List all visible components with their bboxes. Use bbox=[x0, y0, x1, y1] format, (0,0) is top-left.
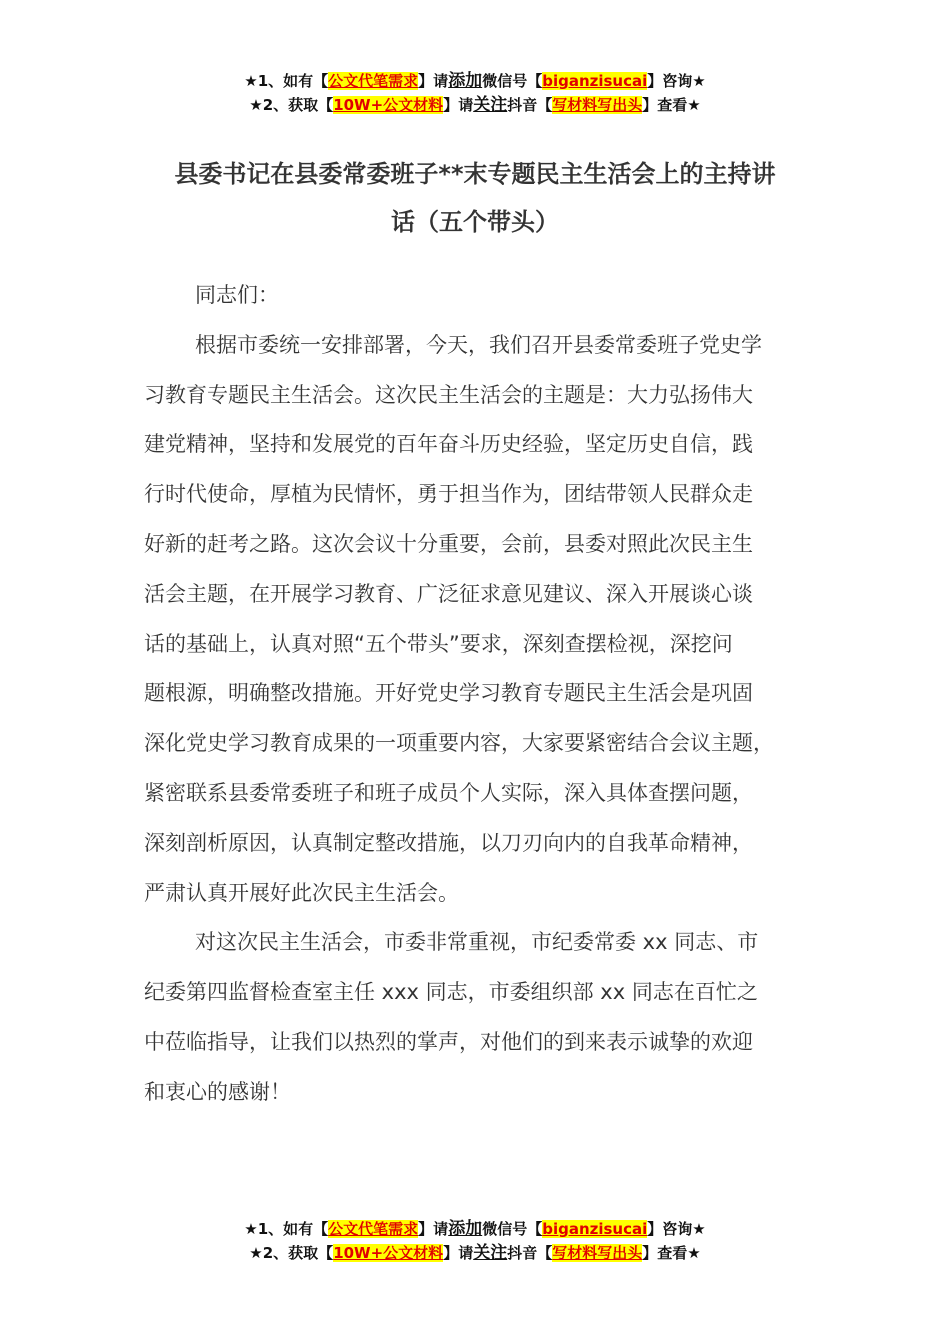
paragraph-line: 好新的赶考之路。这次会议十分重要，会前，县委对照此次民主生 bbox=[144, 531, 753, 556]
promo-highlight: 10W+公文材料 bbox=[333, 1244, 444, 1262]
paragraph-line: 习教育专题民主生活会。这次民主生活会的主题是：大力弘扬伟大 bbox=[144, 382, 753, 407]
promo-text: ★1、如有【 bbox=[244, 1220, 329, 1238]
paragraph-line: 对这次民主生活会，市委非常重视，市纪委常委 xx 同志、市 bbox=[195, 930, 759, 955]
promo-text: ★1、如有【 bbox=[244, 72, 329, 90]
promo-text: 】请 bbox=[443, 1244, 474, 1262]
paragraph-line: 中莅临指导，让我们以热烈的掌声，对他们的到来表示诚挚的欢迎 bbox=[144, 1029, 753, 1054]
promo-text: 】查看★ bbox=[642, 1244, 701, 1262]
paragraph-line: 题根源，明确整改措施。开好党史学习教育专题民主生活会是巩固 bbox=[144, 681, 753, 706]
promo-text: ★2、获取【 bbox=[249, 96, 334, 114]
promo-text: 】咨询★ bbox=[647, 72, 706, 90]
promo-highlight: 公文代笔需求 bbox=[328, 72, 419, 90]
promo-text: 】请 bbox=[443, 96, 474, 114]
promo-emphasis: 关注 bbox=[473, 1243, 508, 1263]
promo-line-1 bbox=[0, 69, 950, 93]
promo-text: 】请 bbox=[418, 72, 449, 90]
paragraph-line: 和衷心的感谢！ bbox=[144, 1079, 291, 1104]
title-line: 话（五个带头） bbox=[391, 208, 559, 236]
paragraph-line: 深化党史学习教育成果的一项重要内容，大家要紧密结合会议主题， bbox=[144, 731, 774, 756]
paragraph bbox=[144, 918, 824, 1117]
paragraph-line: 根据市委统一安排部署，今天，我们召开县委常委班子党史学 bbox=[195, 332, 762, 357]
paragraph-line: 深刻剖析原因，认真制定整改措施，以刀刃向内的自我革命精神， bbox=[144, 830, 753, 855]
paragraph-line: 严肃认真开展好此次民主生活会。 bbox=[144, 880, 459, 905]
paragraph bbox=[144, 271, 824, 321]
promo-banner-bottom bbox=[0, 1217, 950, 1265]
promo-highlight: biganzisucai bbox=[542, 1220, 648, 1238]
paragraph-line: 行时代使命，厚植为民情怀，勇于担当作为，团结带领人民群众走 bbox=[144, 482, 753, 507]
promo-banner-top bbox=[0, 69, 950, 117]
promo-highlight: 写材料写出头 bbox=[552, 1244, 643, 1262]
promo-line-2 bbox=[0, 93, 950, 117]
promo-text: 】请 bbox=[418, 1220, 449, 1238]
promo-line-1 bbox=[0, 1217, 950, 1241]
paragraph-line: 纪委第四监督检查室主任 xxx 同志，市委组织部 xx 同志在百忙之 bbox=[144, 980, 758, 1005]
paragraph-line: 同志们： bbox=[195, 283, 279, 307]
document-body bbox=[144, 271, 824, 1118]
promo-emphasis: 添加 bbox=[448, 1219, 483, 1239]
promo-text: 微信号【 bbox=[482, 72, 543, 90]
promo-highlight: 10W+公文材料 bbox=[333, 96, 444, 114]
promo-text: ★2、获取【 bbox=[249, 1244, 334, 1262]
document-title bbox=[140, 150, 810, 246]
promo-emphasis: 关注 bbox=[473, 95, 508, 115]
promo-text: 抖音【 bbox=[507, 96, 553, 114]
promo-text: 微信号【 bbox=[482, 1220, 543, 1238]
promo-text: 】咨询★ bbox=[647, 1220, 706, 1238]
paragraph-line: 建党精神，坚持和发展党的百年奋斗历史经验，坚定历史自信，践 bbox=[144, 432, 753, 457]
promo-line-2 bbox=[0, 1241, 950, 1265]
paragraph-line: 活会主题，在开展学习教育、广泛征求意见建议、深入开展谈心谈 bbox=[144, 581, 753, 606]
paragraph bbox=[144, 321, 824, 919]
title-line: 县委书记在县委常委班子**末专题民主生活会上的主持讲 bbox=[174, 160, 776, 188]
paragraph-line: 紧密联系县委常委班子和班子成员个人实际，深入具体查摆问题， bbox=[144, 780, 753, 805]
promo-highlight: biganzisucai bbox=[542, 72, 648, 90]
promo-highlight: 公文代笔需求 bbox=[328, 1220, 419, 1238]
promo-text: 抖音【 bbox=[507, 1244, 553, 1262]
promo-text: 】查看★ bbox=[642, 96, 701, 114]
promo-highlight: 写材料写出头 bbox=[552, 96, 643, 114]
promo-emphasis: 添加 bbox=[448, 71, 483, 91]
paragraph-line: 话的基础上，认真对照“五个带头”要求，深刻查摆检视，深挖问 bbox=[144, 631, 733, 656]
